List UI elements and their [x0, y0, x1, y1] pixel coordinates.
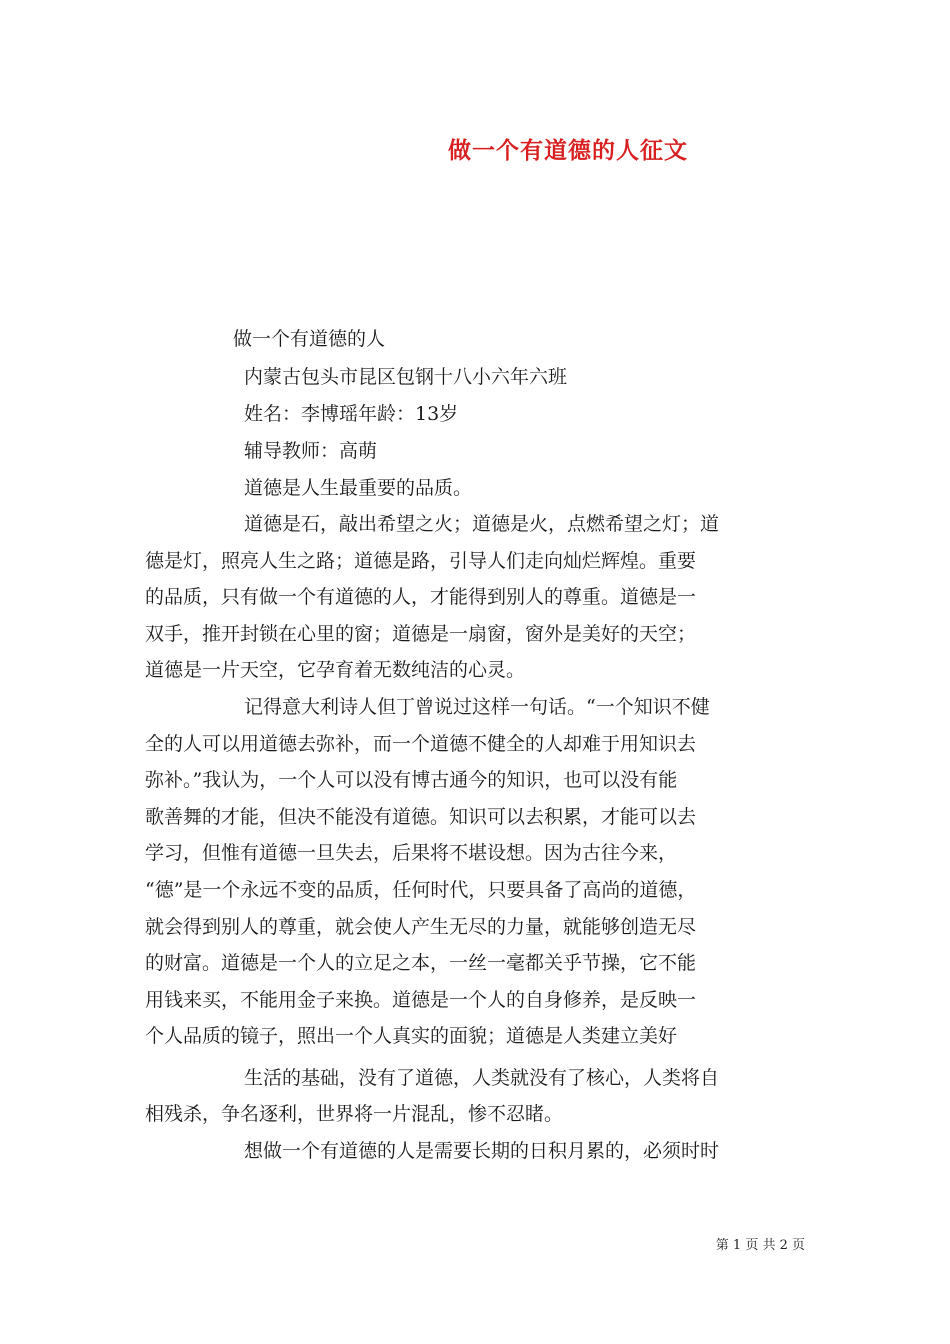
- paragraph-2-line: 全的人可以用道德去弥补，而一个道德不健全的人却难于用知识去: [145, 733, 697, 755]
- paragraph-3-line: 相残杀，争名逐利，世界将一片混乱，惨不忍睹。: [145, 1103, 564, 1125]
- paragraph-2-line: 记得意大利诗人但丁曾说过这样一句话。“一个知识不健: [244, 696, 710, 718]
- essay-heading: 做一个有道德的人: [233, 328, 386, 350]
- paragraph-2-line: 就会得到别人的尊重，就会使人产生无尽的力量，就能够创造无尽: [145, 916, 697, 938]
- document-title: 做一个有道德的人征文: [448, 137, 688, 164]
- intro-sentence: 道德是人生最重要的品质。: [244, 477, 473, 499]
- paragraph-2-line: 的财富。道德是一个人的立足之本，一丝一毫都关乎节操，它不能: [145, 952, 697, 974]
- paragraph-2-line: 弥补。”我认为，一个人可以没有博古通今的知识，也可以没有能: [145, 769, 678, 791]
- advisor-teacher: 辅导教师：高萌: [244, 440, 378, 462]
- paragraph-1-line: 道德是石，敲出希望之火；道德是火，点燃希望之灯；道: [244, 513, 720, 535]
- author-school: 内蒙古包头市昆区包钢十八小六年六班: [244, 366, 568, 388]
- paragraph-2-line: “德”是一个永远不变的品质，任何时代，只要具备了高尚的道德，: [145, 879, 697, 901]
- paragraph-1-line: 德是灯，照亮人生之路；道德是路，引导人们走向灿烂辉煌。重要: [145, 550, 697, 572]
- paragraph-3-line: 生活的基础，没有了道德，人类就没有了核心，人类将自: [244, 1067, 720, 1089]
- paragraph-1-line: 道德是一片天空，它孕育着无数纯洁的心灵。: [145, 659, 526, 681]
- paragraph-2-line: 歌善舞的才能，但决不能没有道德。知识可以去积累，才能可以去: [145, 806, 697, 828]
- paragraph-2-line: 学习，但惟有道德一旦失去，后果将不堪设想。因为古往今来，: [145, 842, 678, 864]
- page-number-footer: 第 1 页 共 2 页: [715, 1238, 805, 1253]
- paragraph-1-line: 的品质，只有做一个有道德的人，才能得到别人的尊重。道德是一: [145, 586, 697, 608]
- paragraph-1-line: 双手，推开封锁在心里的窗；道德是一扇窗，窗外是美好的天空；: [145, 623, 697, 645]
- author-name-age: 姓名：李博瑶年龄：13岁: [244, 403, 459, 425]
- paragraph-2-line: 个人品质的镜子，照出一个人真实的面貌；道德是人类建立美好: [145, 1025, 678, 1047]
- paragraph-4-line: 想做一个有道德的人是需要长期的日积月累的，必须时时: [244, 1140, 720, 1162]
- paragraph-2-line: 用钱来买，不能用金子来换。道德是一个人的自身修养，是反映一: [145, 989, 697, 1011]
